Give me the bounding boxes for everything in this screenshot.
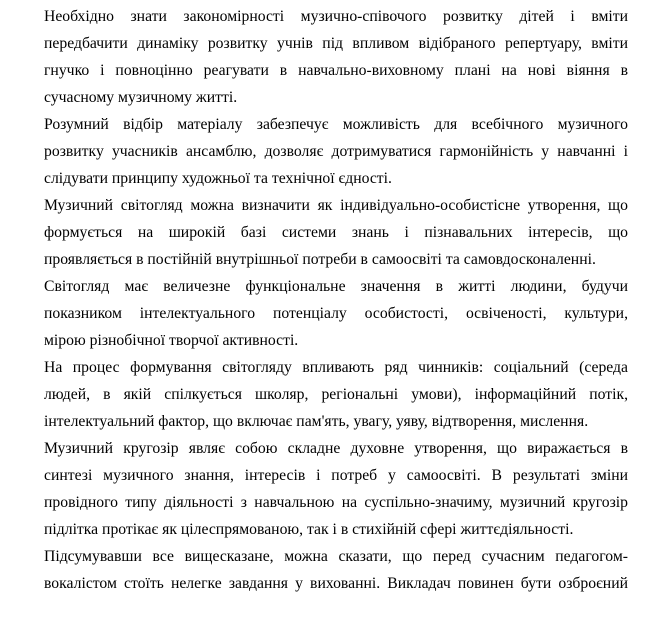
paragraph xyxy=(44,111,628,192)
text-line: Музичний кругозір являє собою складне духовне утворення, що виражається в xyxy=(44,440,628,457)
text-line: людей, в якій спілкується школяр, регіональні умови), інформаційний потік, xyxy=(44,386,628,403)
paragraph xyxy=(44,354,628,435)
text-line: гнучко і повноцінно реагувати в навчально-виховному плані на нові віяння в xyxy=(44,62,628,79)
paragraph xyxy=(44,3,628,111)
text-line: Світогляд має величезне функціональне значення в житті людини, будучи xyxy=(44,278,628,295)
document-page xyxy=(44,3,628,597)
paragraph xyxy=(44,543,628,597)
text-line: передбачити динаміку розвитку учнів під впливом відібраного репертуару, вміти xyxy=(44,35,628,52)
text-line: Необхідно знати закономірності музично-співочого розвитку дітей і вміти xyxy=(44,8,628,25)
text-line: вокалістом стоїть нелегке завдання у вихованні. Викладач повинен бути озброєний xyxy=(44,575,628,592)
text-line: синтезі музичного знання, інтересів і потреб у самоосвіті. В результаті зміни xyxy=(44,467,628,484)
paragraph xyxy=(44,192,628,273)
text-line: Розумний відбір матеріалу забезпечує можливість для всебічного музичного xyxy=(44,116,628,133)
paragraph xyxy=(44,435,628,543)
text-line: інтелектуальний фактор, що включає пам'ять, увагу, уяву, відтворення, мислення. xyxy=(44,413,589,430)
paragraph xyxy=(44,273,628,354)
text-line: розвитку учасників ансамблю, дозволяє дотримуватися гармонійність у навчанні і xyxy=(44,143,628,160)
text-line: На процес формування світогляду впливають ряд чинників: соціальний (середа xyxy=(44,359,628,376)
text-line: формується на широкій базі системи знань і пізнавальних інтересів, що xyxy=(44,224,628,241)
text-line: провідного типу діяльності з навчальною на суспільно-значиму, музичний кругозір xyxy=(44,494,628,511)
text-line: сучасному музичному житті. xyxy=(44,89,238,106)
text-line: слідувати принципу художньої та технічної єдності. xyxy=(44,170,392,187)
text-line: показником інтелектуального потенціалу особистості, освіченості, культури, xyxy=(44,305,628,322)
text-line: мірою різнобічної творчої активності. xyxy=(44,332,299,349)
text-line: проявляється в постійній внутрішньої потреби в самоосвіті та самовдосконаленні. xyxy=(44,251,596,268)
text-line: Підсумувавши все вищесказане, можна сказати, що перед сучасним педагогом- xyxy=(44,548,628,565)
text-line: підлітка протікає як цілеспрямованою, так і в стихійній сфері життєдіяльності. xyxy=(44,521,574,538)
text-line: Музичний світогляд можна визначити як індивідуально-особистісне утворення, що xyxy=(44,197,628,214)
